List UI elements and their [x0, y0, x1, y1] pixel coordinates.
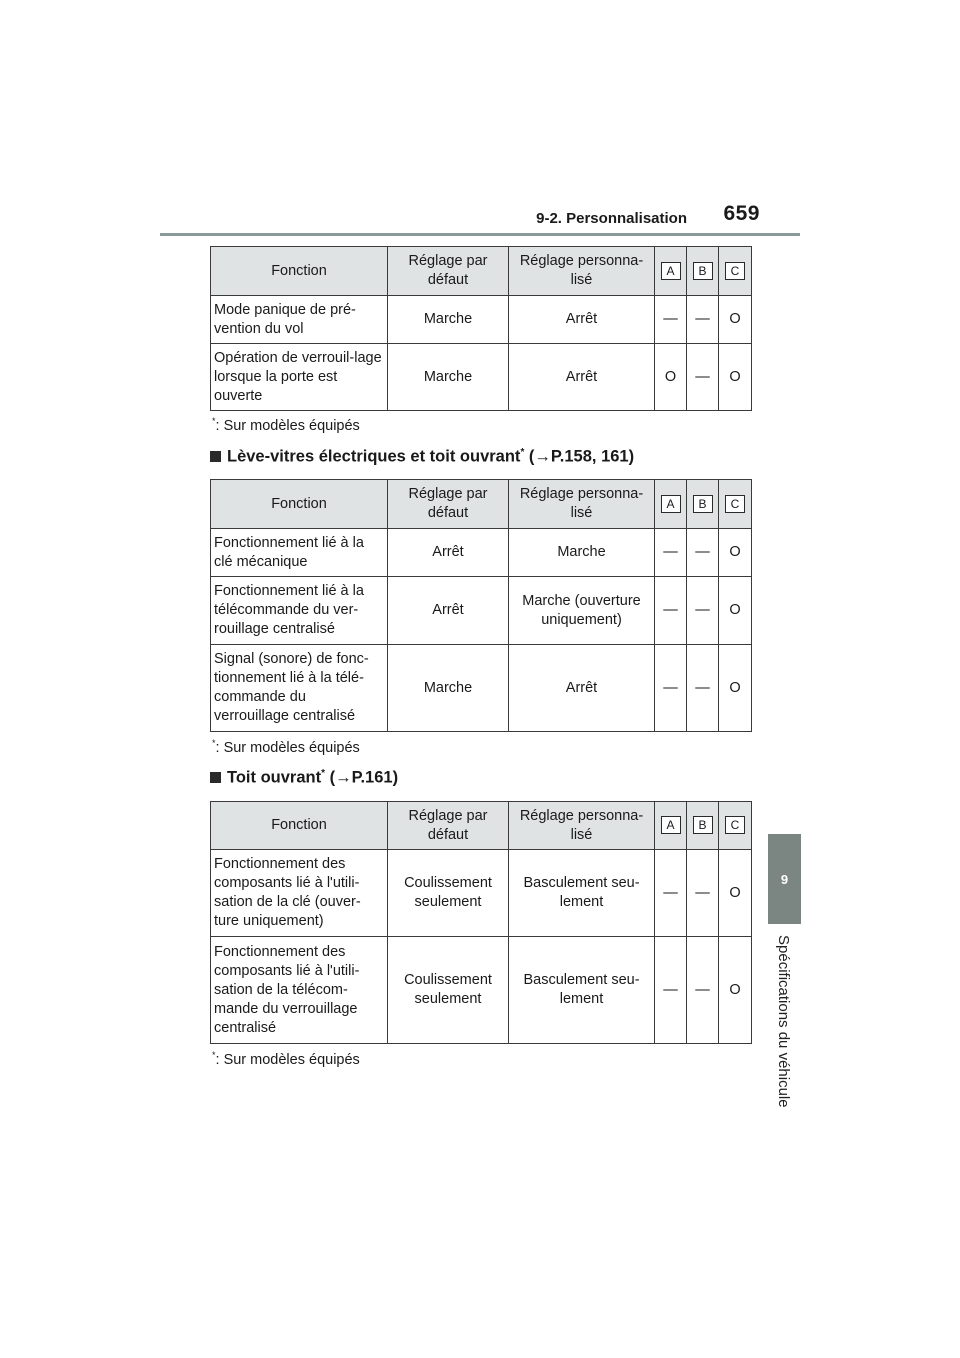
- cell-b: —: [687, 645, 719, 732]
- cell-custom: Arrêt: [509, 296, 655, 344]
- cell-function: Fonctionnement des composants lié à l'utili-sation de la clé (ouver-ture uniquement): [211, 850, 388, 937]
- table-row: [211, 850, 752, 937]
- footnote: [212, 1050, 360, 1068]
- table-security: [210, 246, 752, 411]
- section-heading: [210, 447, 634, 467]
- footnote-star: *: [212, 1050, 216, 1060]
- cell-a: —: [655, 296, 687, 344]
- col-c: C: [725, 816, 745, 834]
- footnote-text: : Sur modèles équipés: [215, 739, 360, 756]
- square-bullet-icon: [210, 772, 221, 783]
- cell-a: —: [655, 529, 687, 577]
- section-heading-ref: (→P.158, 161): [524, 447, 635, 466]
- table-row: [211, 529, 752, 577]
- section-heading-ref: (→P.161): [325, 768, 399, 787]
- page-number: 659: [723, 202, 760, 225]
- cell-default: Marche: [388, 296, 509, 344]
- col-c: C: [725, 495, 745, 513]
- cell-a: —: [655, 850, 687, 937]
- section-heading-title: Toit ouvrant: [227, 768, 322, 787]
- chapter-tab: 9: [768, 834, 801, 924]
- cell-b: —: [687, 850, 719, 937]
- cell-custom: Marche: [509, 529, 655, 577]
- col-a: A: [661, 262, 681, 280]
- table-windows: [210, 479, 752, 732]
- table-row: [211, 937, 752, 1044]
- footnote-star: *: [212, 416, 216, 426]
- cell-function: Fonctionnement des composants lié à l'utili-sation de la télécom-mande du verrouillage centralisé: [211, 937, 388, 1044]
- cell-function: Fonctionnement lié à la télécommande du ver-rouillage centralisé: [211, 577, 388, 645]
- cell-c: O: [719, 344, 752, 411]
- col-default: Réglage par défaut: [388, 247, 509, 296]
- cell-custom: Arrêt: [509, 344, 655, 411]
- footnote-star: *: [212, 738, 216, 748]
- cell-a: —: [655, 577, 687, 645]
- cell-b: —: [687, 577, 719, 645]
- chapter-label: [766, 935, 802, 1135]
- col-b: B: [693, 816, 713, 834]
- footnote-text: : Sur modèles équipés: [215, 417, 360, 434]
- square-bullet-icon: [210, 451, 221, 462]
- col-function: Fonction: [211, 802, 388, 850]
- footnote: [212, 416, 360, 434]
- table-header-row: [211, 247, 752, 296]
- table-row: [211, 296, 752, 344]
- cell-c: O: [719, 937, 752, 1044]
- cell-b: —: [687, 529, 719, 577]
- cell-a: —: [655, 937, 687, 1044]
- cell-custom: Basculement seu-lement: [509, 937, 655, 1044]
- col-b: B: [693, 495, 713, 513]
- cell-custom: Arrêt: [509, 645, 655, 732]
- cell-default: Marche: [388, 645, 509, 732]
- cell-a: —: [655, 645, 687, 732]
- cell-default: Coulissement seulement: [388, 937, 509, 1044]
- cell-a: O: [655, 344, 687, 411]
- table-sunroof: [210, 801, 752, 1044]
- cell-default: Arrêt: [388, 529, 509, 577]
- cell-c: O: [719, 850, 752, 937]
- section-heading-title: Lève-vitres électriques et toit ouvrant: [227, 447, 521, 466]
- col-custom: Réglage personna-lisé: [509, 802, 655, 850]
- cell-b: —: [687, 937, 719, 1044]
- col-a: A: [661, 495, 681, 513]
- table-header-row: [211, 480, 752, 529]
- page-header: [160, 200, 800, 236]
- table-header-row: [211, 802, 752, 850]
- cell-function: Mode panique de pré-vention du vol: [211, 296, 388, 344]
- cell-b: —: [687, 296, 719, 344]
- col-a: A: [661, 816, 681, 834]
- footnote-text: : Sur modèles équipés: [215, 1051, 360, 1068]
- cell-function: Signal (sonore) de fonc-tionnement lié à la télé-commande du verrouillage centralisé: [211, 645, 388, 732]
- cell-custom: Marche (ouverture uniquement): [509, 577, 655, 645]
- col-function: Fonction: [211, 480, 388, 529]
- col-custom: Réglage personna-lisé: [509, 247, 655, 296]
- cell-c: O: [719, 296, 752, 344]
- table-row: [211, 344, 752, 411]
- col-function: Fonction: [211, 247, 388, 296]
- section-heading-star: *: [321, 768, 326, 779]
- cell-c: O: [719, 645, 752, 732]
- cell-default: Arrêt: [388, 577, 509, 645]
- section-title: 9-2. Personnalisation: [536, 210, 687, 227]
- col-default: Réglage par défaut: [388, 480, 509, 529]
- section-heading: [210, 768, 398, 788]
- cell-custom: Basculement seu-lement: [509, 850, 655, 937]
- table-row: [211, 645, 752, 732]
- header-rule: [160, 233, 800, 236]
- cell-function: Fonctionnement lié à la clé mécanique: [211, 529, 388, 577]
- table-row: [211, 577, 752, 645]
- col-c: C: [725, 262, 745, 280]
- cell-function: Opération de verrouil-lage lorsque la porte est ouverte: [211, 344, 388, 411]
- cell-c: O: [719, 577, 752, 645]
- cell-default: Coulissement seulement: [388, 850, 509, 937]
- chapter-label-text: Spécifications du véhicule: [775, 935, 792, 1108]
- col-custom: Réglage personna-lisé: [509, 480, 655, 529]
- cell-b: —: [687, 344, 719, 411]
- footnote: [212, 738, 360, 756]
- cell-c: O: [719, 529, 752, 577]
- section-heading-star: *: [520, 447, 525, 458]
- cell-default: Marche: [388, 344, 509, 411]
- col-b: B: [693, 262, 713, 280]
- col-default: Réglage par défaut: [388, 802, 509, 850]
